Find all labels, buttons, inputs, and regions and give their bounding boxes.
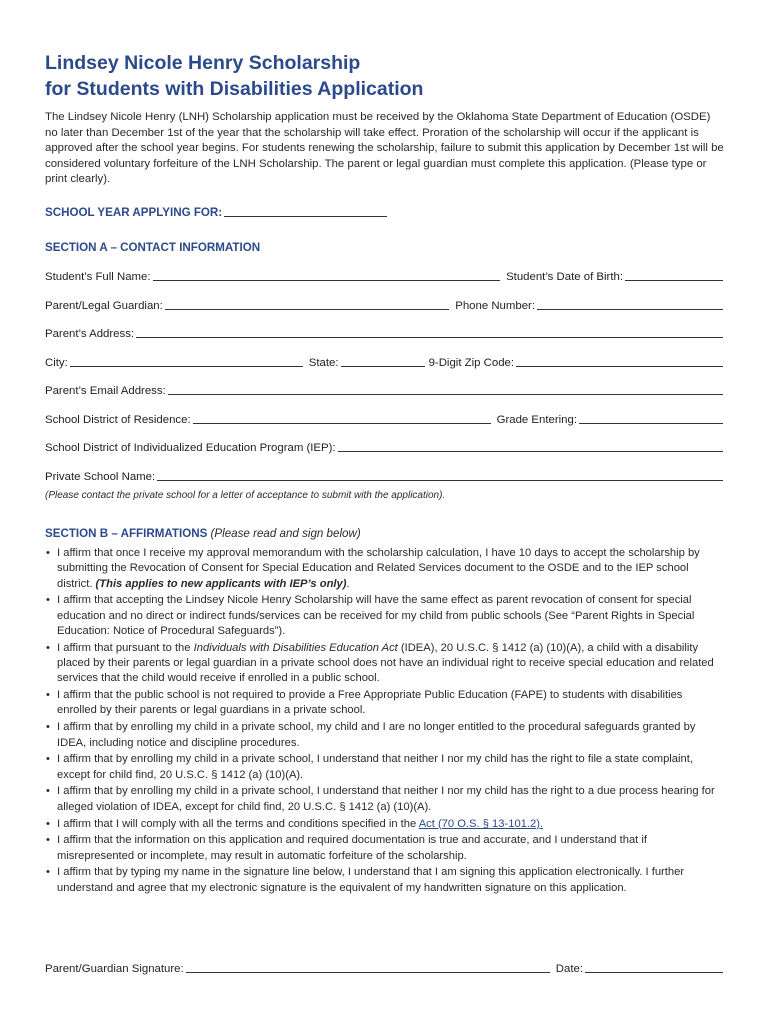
school-year-label: SCHOOL YEAR APPLYING FOR: <box>45 205 223 219</box>
state-field[interactable] <box>341 355 425 367</box>
section-b-heading <box>45 527 725 540</box>
affirmation-text: I affirm that by enrolling my child in a private school, I understand that neither I nor my child has the right to a due process hearing for alleged violation of IDEA, except for child find, 20 U.S.C. § 1412 (a) (10)(A). <box>57 785 715 813</box>
signature-row <box>45 961 725 975</box>
zip-field[interactable] <box>516 355 723 367</box>
list-item <box>45 546 725 592</box>
list-item <box>45 720 725 751</box>
list-item <box>45 688 725 719</box>
grade-field[interactable] <box>579 412 723 424</box>
school-year-field[interactable] <box>224 205 387 217</box>
affirmation-emphasis: (This applies to new applicants with IEP’s only) <box>95 577 347 590</box>
city-row <box>45 345 725 374</box>
affirmation-text: I affirm that once I receive my approval memorandum with the scholarship calculation, I have 10 days to accept the scholarship by submitting the Revocation of Consent for Special Education and Related Services document to the OSDE and to the IEP school district. <box>57 546 700 590</box>
guardian-field[interactable] <box>165 298 449 310</box>
city-label: City: <box>45 356 68 369</box>
list-item <box>45 641 725 687</box>
section-b-subtitle: (Please read and sign below) <box>210 526 361 540</box>
affirmation-text: I affirm that accepting the Lindsey Nicole Henry Scholarship will have the same effect as parent revocation of consent for special education and no direct or indirect funds/services can be received for my child from public schools (See “Parent Rights in Special Education: Notice of Procedural Safeguards”). <box>57 594 695 637</box>
district-row <box>45 402 725 431</box>
address-label: Parent’s Address: <box>45 328 135 341</box>
private-school-note: (Please contact the private school for a letter of acceptance to submit with the application). <box>45 489 446 501</box>
student-dob-label: Student’s Date of Birth: <box>506 271 623 284</box>
affirmation-text: I affirm that the information on this application and required documentation is true and accurate, and I understand that if misrepresented or incomplete, may result in automatic forfeiture of the scholarship. <box>57 834 647 862</box>
date-label: Date: <box>555 963 583 975</box>
email-field[interactable] <box>168 383 723 395</box>
list-item <box>45 593 725 639</box>
list-item <box>45 752 725 783</box>
email-row <box>45 374 725 403</box>
affirmation-text: I affirm that I will comply with all the terms and conditions specified in the <box>57 817 419 830</box>
student-dob-field[interactable] <box>625 269 723 281</box>
district-iep-field[interactable] <box>338 440 723 452</box>
intro-paragraph: The Lindsey Nicole Henry (LNH) Scholarship application must be received by the Oklahoma State Department of Education (OSDE) no later than December 1st of the year that the scholarship will take effect. Proration of the scholarship will occur if the applicant is approved after the school year begins. For students renewing the scholarship, failure to submit this application by December 1st will be considered voluntary forfeiture of the LNH Scholarship. The parent or legal guardian must complete this application. (Please type or print clearly). <box>45 111 724 186</box>
district-iep-label: School District of Individualized Education Program (IEP): <box>45 442 336 455</box>
act-link[interactable]: Act (70 O.S. § 13-101.2). <box>418 817 544 830</box>
affirmation-text: I affirm that pursuant to the <box>57 641 194 654</box>
address-row <box>45 317 725 346</box>
section-a-heading: SECTION A – CONTACT INFORMATION <box>45 240 261 254</box>
student-row <box>45 260 725 289</box>
school-year-row <box>45 205 725 219</box>
city-field[interactable] <box>70 355 303 367</box>
phone-field[interactable] <box>537 298 723 310</box>
iep-row <box>45 431 725 460</box>
contact-form <box>45 260 725 501</box>
signature-label: Parent/Guardian Signature: <box>45 963 184 975</box>
list-item <box>45 833 725 864</box>
title-line-1: Lindsey Nicole Henry Scholarship <box>45 52 361 74</box>
email-label: Parent’s Email Address: <box>45 385 166 398</box>
list-item <box>45 817 725 832</box>
page-title <box>45 50 725 102</box>
district-residence-field[interactable] <box>193 412 491 424</box>
address-field[interactable] <box>136 326 723 338</box>
signature-field[interactable] <box>186 961 550 973</box>
affirmation-italic: Individuals with Disabilities Education Act <box>193 641 398 654</box>
affirmations-list <box>45 546 725 896</box>
affirmation-text: I affirm that by typing my name in the signature line below, I understand that I am signing this application electronically. I further understand and agree that my electronic signature is the equivalent of my handwritten signature on this application. <box>57 866 685 894</box>
list-item <box>45 865 725 896</box>
district-residence-label: School District of Residence: <box>45 413 191 426</box>
title-line-2: for Students with Disabilities Application <box>45 78 424 100</box>
affirmation-text: I affirm that the public school is not required to provide a Free Appropriate Public Education (FAPE) to students with disabilities enrolled by their parents or legal guardians in a private school. <box>57 689 683 717</box>
phone-label: Phone Number: <box>455 299 535 312</box>
student-name-field[interactable] <box>153 269 501 281</box>
grade-label: Grade Entering: <box>496 413 577 426</box>
list-item <box>45 784 725 815</box>
private-school-field[interactable] <box>157 469 723 481</box>
section-b-title: SECTION B – AFFIRMATIONS <box>45 526 208 540</box>
affirmation-text: I affirm that by enrolling my child in a private school, I understand that neither I nor my child has the right to file a state complaint, except for child find, 20 U.S.C. § 1412 (a) (10)(A). <box>57 753 693 781</box>
affirmation-tail: (IDEA), 20 U.S.C. § 1412 (a) (10)(A), a child with a disability placed by their parents or legal guardian in a private school does not have an individual right to receive special education and related services that the child would receive if enrolled in a public school. <box>57 641 714 685</box>
date-field[interactable] <box>585 961 723 973</box>
student-name-label: Student’s Full Name: <box>45 271 151 284</box>
affirmation-tail: . <box>346 577 350 590</box>
affirmation-text: I affirm that by enrolling my child in a private school, my child and I are no longer entitled to the procedural safeguards granted by IDEA, including notice and discipline procedures. <box>57 721 696 749</box>
state-label: State: <box>308 356 339 369</box>
guardian-row <box>45 288 725 317</box>
private-school-label: Private School Name: <box>45 470 156 483</box>
guardian-label: Parent/Legal Guardian: <box>45 299 163 312</box>
private-school-row <box>45 459 725 488</box>
zip-label: 9-Digit Zip Code: <box>428 356 515 369</box>
